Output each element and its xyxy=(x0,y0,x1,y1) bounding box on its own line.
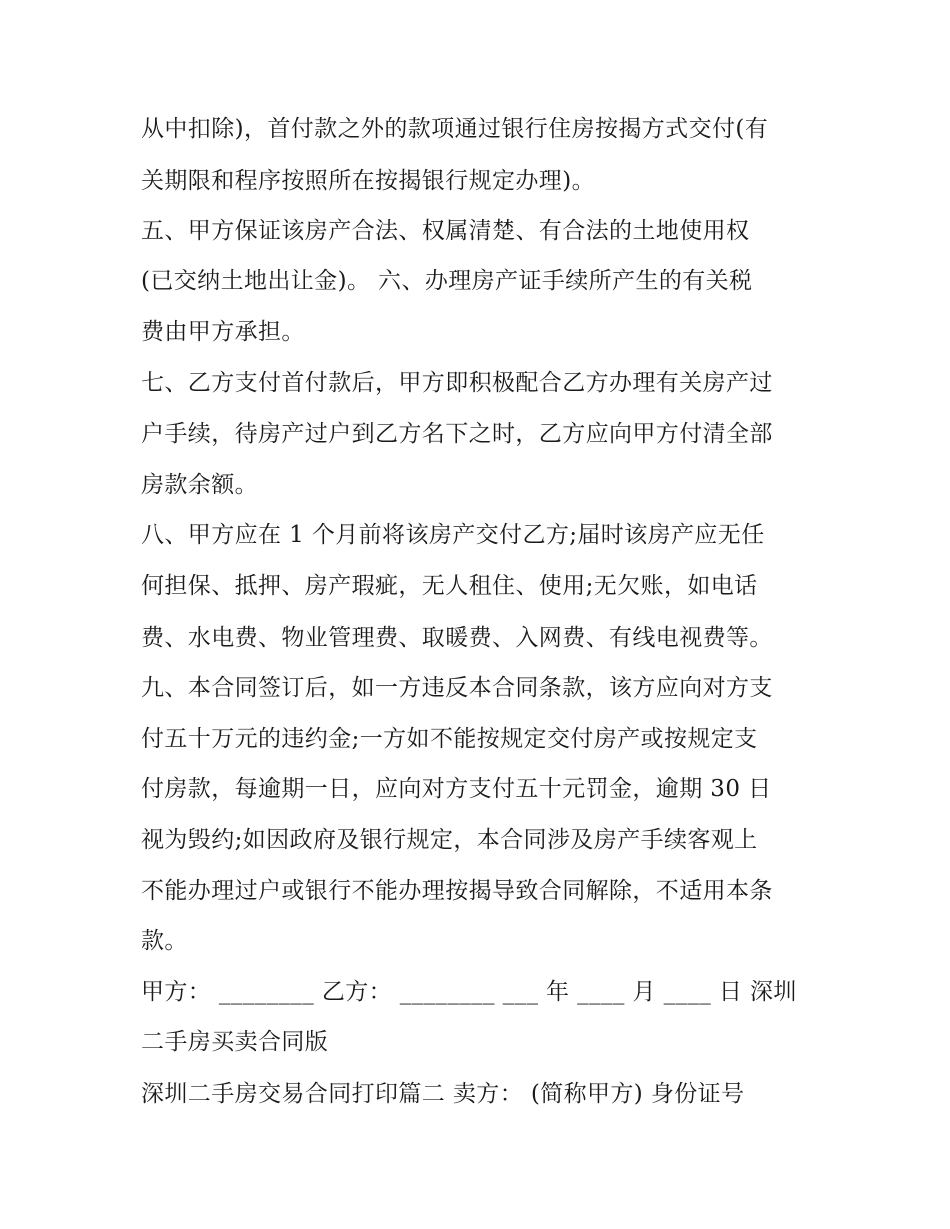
text-line: (已交纳土地出让金)。 六、办理房产证手续所产生的有关税 xyxy=(141,268,753,294)
text-line: 从中扣除)，首付款之外的款项通过银行住房按揭方式交付(有 xyxy=(141,116,769,142)
text-line: 何担保、抵押、房产瑕疵，无人租住、使用;无欠账，如电话 xyxy=(141,573,758,599)
text-line: 不能办理过户或银行不能办理按揭导致合同解除，不适用本条 xyxy=(141,878,773,904)
text-line: 房款余额。 xyxy=(141,472,258,498)
text-line: 九、本合同签订后，如一方违反本合同条款，该方应向对方支 xyxy=(141,675,773,701)
text-line: 费由甲方承担。 xyxy=(141,319,305,345)
text-line: 户手续，待房产过户到乙方名下之时，乙方应向甲方付清全部 xyxy=(141,421,773,447)
text-line: 七、乙方支付首付款后，甲方即积极配合乙方办理有关房产过 xyxy=(141,370,773,396)
text-line: 二手房买卖合同版 xyxy=(141,1029,329,1055)
text-line: 八、甲方应在 1 个月前将该房产交付乙方;届时该房产应无任 xyxy=(141,522,765,548)
text-line: 付五十万元的违约金;一方如不能按规定交付房产或按规定支 xyxy=(141,726,758,752)
text-line: 五、甲方保证该房产合法、权属清楚、有合法的土地使用权 xyxy=(141,218,750,244)
text-line: 视为毁约;如因政府及银行规定，本合同涉及房产手续客观上 xyxy=(141,827,758,853)
text-line: 费、水电费、物业管理费、取暖费、入网费、有线电视费等。 xyxy=(141,625,773,651)
text-line: 深圳二手房交易合同打印篇二 卖方： (简称甲方) 身份证号 xyxy=(141,1081,745,1107)
text-line: 款。 xyxy=(141,928,188,954)
text-line: 关期限和程序按照所在按揭银行规定办理)。 xyxy=(141,168,595,194)
signature-line: 甲方： ________ 乙方： ________ ___ 年 ____ 月 ____ 日 深圳 xyxy=(141,979,797,1005)
text-line: 付房款，每逾期一日，应向对方支付五十元罚金，逾期 30 日 xyxy=(141,776,772,802)
